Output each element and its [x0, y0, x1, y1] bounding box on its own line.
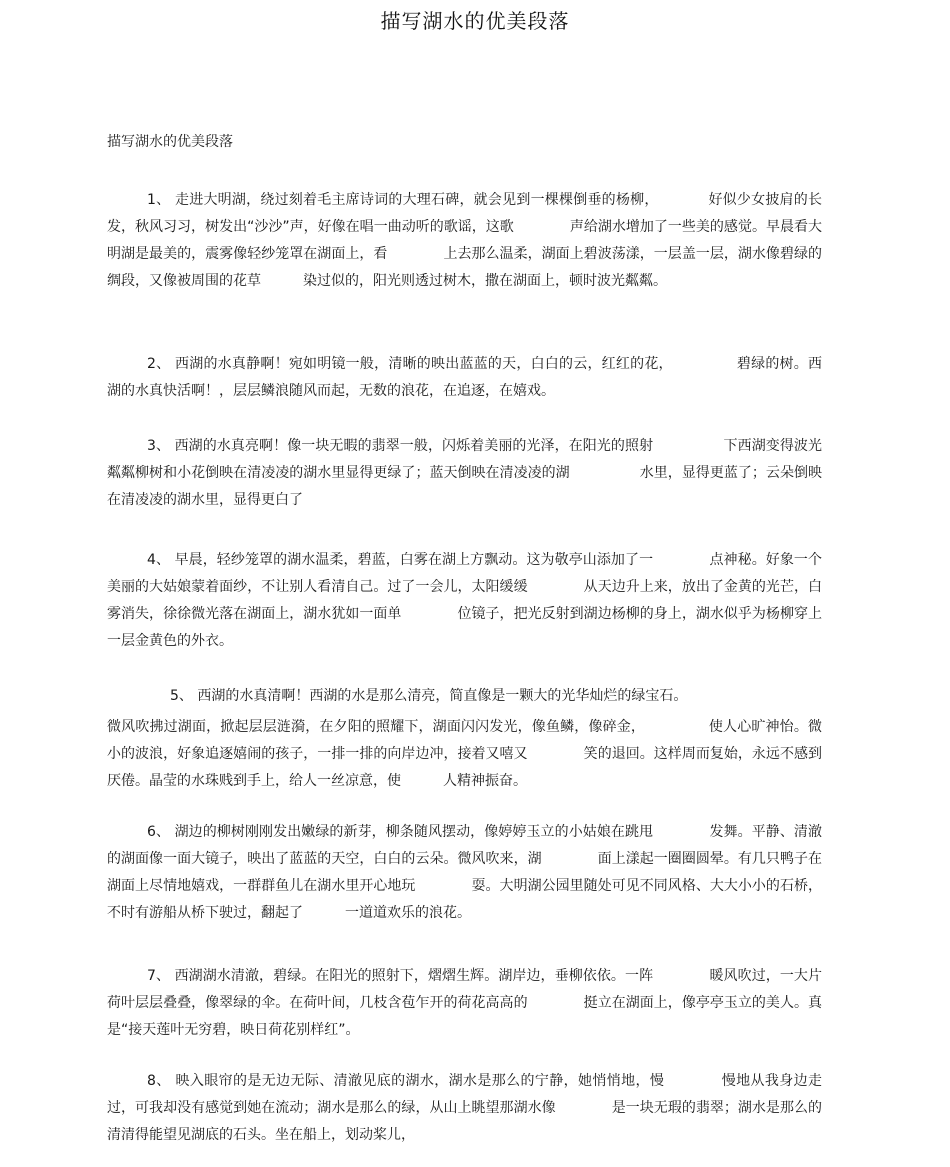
paragraph-5-heading: 5、 西湖的水真清啊！西湖的水是那么清亮，简直像是一颗大的光华灿烂的绿宝石。: [170, 688, 688, 704]
paragraph-6: 6、 湖边的柳树刚刚发出嫩绿的新芽，柳条随风摆动，像婷婷玉立的小姑娘在跳甩 发舞。平静、清澈的湖面像一面大镜子，映出了蓝蓝的天空，白白的云朵。微风吹来，湖 面上漾起一圈圈圆晕。有几只鸭子在湖面上尽情地嬉戏，一群群鱼儿在湖水里开心地玩 耍。大明湖公园里随处可见不同风格、大大小小的石桥，不时有游船从桥下驶过，翻起了 一道道欢乐的浪花。: [107, 824, 822, 921]
paragraph-1: 1、 走进大明湖，绕过刻着毛主席诗词的大理石碑，就会见到一棵棵倒垂的杨柳， 好似少女披肩的长发，秋风习习，树发出“沙沙”声，好像在唱一曲动听的歌谣，这歌 声给湖水增加了一些美的感觉。早晨看大明湖是最美的，震雾像轻纱笼罩在湖面上，看 上去那么温柔，湖面上碧波荡漾，一层盖一层，湖水像碧绿的绸段，又像被周围的花草 染过似的，阳光则透过树木，撒在湖面上，顿时波光粼粼。: [107, 192, 822, 289]
document-subtitle: 描写湖水的优美段落: [107, 134, 233, 150]
paragraph-4: 4、 早晨，轻纱笼罩的湖水温柔，碧蓝，白雾在湖上方飘动。这为敬亭山添加了一 点神秘。好象一个美丽的大姑娘蒙着面纱，不让别人看清自己。过了一会儿，太阳缓缓 从天边升上来，放出了金黄的光芒，白雾消失，徐徐微光落在湖面上，湖水犹如一面单 位镜子，把光反射到湖边杨柳的身上，湖水似乎为杨柳穿上一层金黄色的外衣。: [107, 552, 822, 649]
paragraph-8: 8、 映入眼帘的是无边无际、清澈见底的湖水，湖水是那么的宁静，她悄悄地，慢 慢地从我身边走过，可我却没有感觉到她在流动；湖水是那么的绿，从山上眺望那湖水像 是一块无瑕的翡翠；湖水是那么的清清得能望见湖底的石头。坐在船上，划动桨儿，: [107, 1073, 822, 1143]
paragraph-7: 7、 西湖湖水清澈，碧绿。在阳光的照射下，熠熠生辉。湖岸边，垂柳依依。一阵 暖风吹过，一大片荷叶层层叠叠，像翠绿的伞。在荷叶间，几枝含苞乍开的荷花高高的 挺立在湖面上，像亭亭玉立的美人。真是“接天莲叶无穷碧，映日荷花别样红”。: [107, 968, 822, 1038]
paragraph-5-body: 微风吹拂过湖面，掀起层层涟漪，在夕阳的照耀下，湖面闪闪发光，像鱼鳞，像碎金， 使人心旷神怡。微小的波浪，好象追逐嬉闹的孩子，一排一排的向岸边冲，接着又嘻又 笑的退回。这样周而复始，永远不感到厌倦。晶莹的水珠贱到手上，给人一丝凉意，使 人精神振奋。: [107, 719, 822, 789]
paragraph-3: 3、 西湖的水真亮啊！像一块无暇的翡翠一般，闪烁着美丽的光泽，在阳光的照射 下西湖变得波光粼粼柳树和小花倒映在清凌凌的湖水里显得更绿了；蓝天倒映在清凌凌的湖 水里，显得更蓝了；云朵倒映在清凌凌的湖水里，显得更白了: [107, 438, 822, 508]
paragraph-2: 2、 西湖的水真静啊！宛如明镜一般，清晰的映出蓝蓝的天，白白的云，红红的花， 碧绿的树。西湖的水真快活啊！，层层鳞浪随风而起，无数的浪花，在追逐，在嬉戏。: [107, 356, 822, 399]
page-title: 描写湖水的优美段落: [380, 9, 570, 33]
